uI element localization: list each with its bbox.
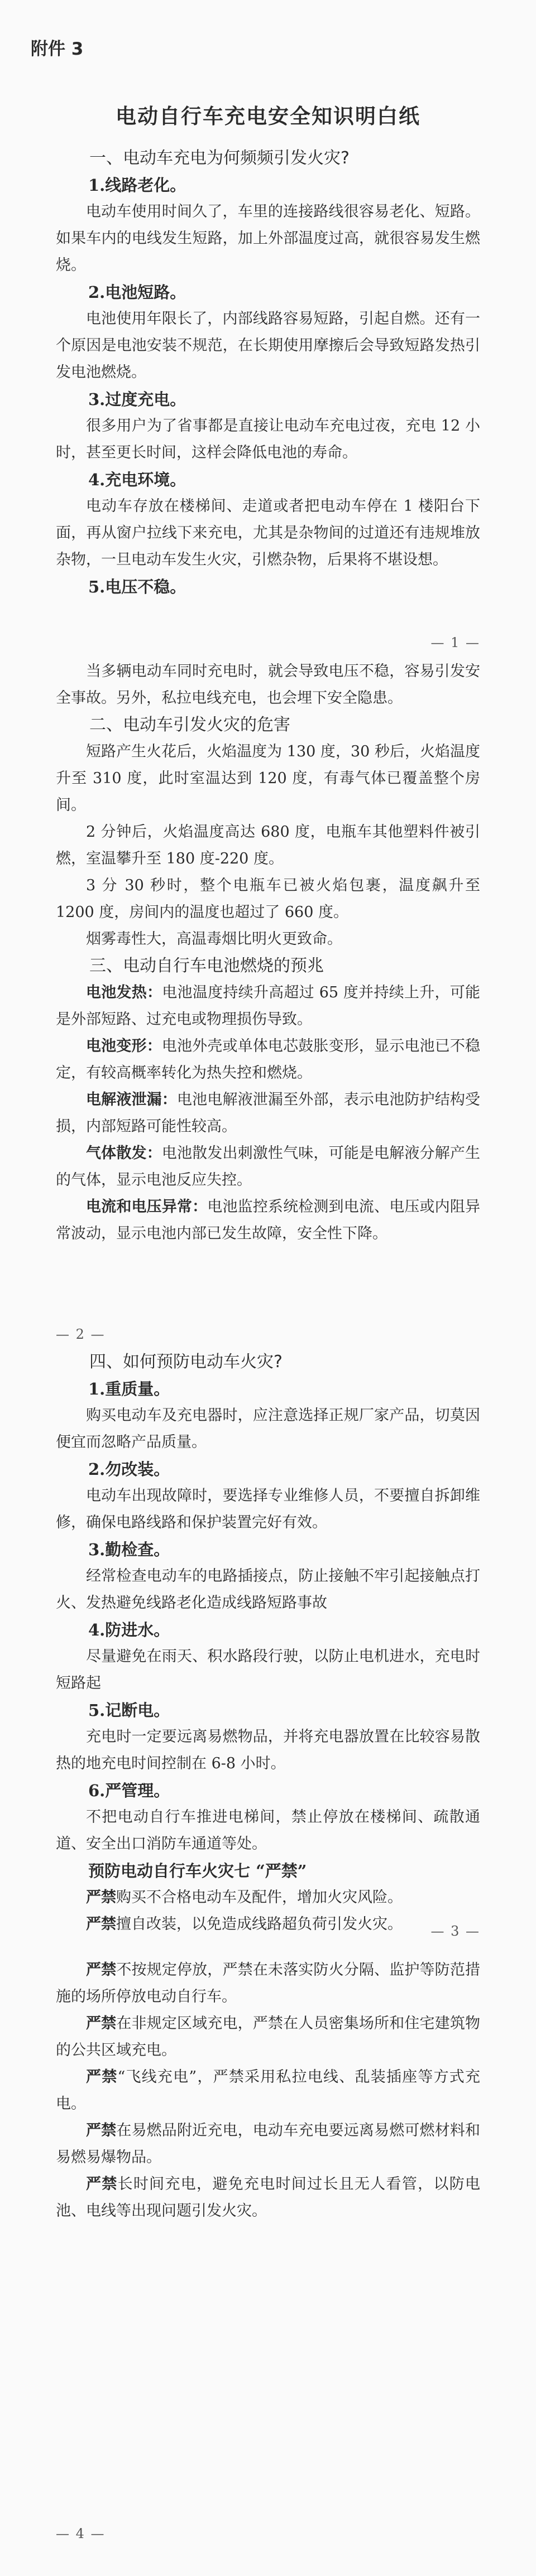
item-4-5-body: 充电时一定要远离易燃物品，并将充电器放置在比较容易散热的地充电时间控制在 6-8 小时。 [56,1728,480,1772]
page-4-content [56,1957,480,2225]
page-number-2: — 2 — [56,1326,106,1342]
prohibition-5: 严禁“飞线充电”，严禁采用私拉电线、乱装插座等方式充电。 [56,2068,481,2112]
item-1-5-title: 5.电压不稳。 [88,577,186,596]
section-1 [56,145,480,600]
item-4-4-title: 4.防进水。 [88,1620,170,1639]
section-2-para-3: 3 分 30 秒时，整个电瓶车已被火焰包裹，温度飙升至 1200 度，房间内的温度也超过了 660 度。 [56,877,480,921]
item-1-4-body: 电动车存放在楼梯间、走道或者把电动车停在 1 楼阳台下面，再从窗户拉线下来充电，尤其是杂物间的过道还有违规堆放杂物，一旦电动车发生火灾，引燃杂物，后果将不堪设想。 [56,498,480,568]
prohibition-2: 严禁擅自改装，以免造成线路超负荷引发火灾。 [86,1916,403,1933]
annex-label: 附件 3 [31,39,84,59]
item-1-2-body: 电池使用年限长了，内部线路容易短路，引起自燃。还有一个原因是电池安装不规范，在长期使用摩擦后会导致短路发热引发电池燃烧。 [56,310,480,381]
document-title: 电动自行车充电安全知识明白纸 [116,104,420,128]
sign-battery-heat: 电池发热：电池温度持续升高超过 65 度并持续上升，可能是外部短路、过充电或物理损伤导致。 [56,984,480,1028]
item-1-1-title: 1.线路老化。 [88,176,186,195]
section-4-heading: 四、如何预防电动车火灾? [89,1352,283,1372]
page-number-3: — 3 — [430,1923,480,1939]
page-number-4: — 4 — [56,2526,106,2541]
item-4-3-title: 3.勤检查。 [88,1540,170,1559]
seven-prohibitions-heading: 预防电动自行车火灾七 “严禁” [88,1861,307,1880]
item-1-5-body: 当多辆电动车同时充电时，就会导致电压不稳，容易引发安全事故。另外，私拉电线充电，也会埋下安全隐患。 [56,663,480,707]
item-4-5-title: 5.记断电。 [88,1701,170,1720]
item-4-1-body: 购买电动车及充电器时，应注意选择正规厂家产品，切莫因便宜而忽略产品质量。 [56,1407,480,1451]
section-2-para-1: 短路产生火花后，火焰温度为 130 度，30 秒后，火焰温度升至 310 度，此时室温达到 120 度，有毒气体已覆盖整个房间。 [56,743,480,814]
item-1-2-title: 2.电池短路。 [88,283,186,302]
prohibition-7: 严禁长时间充电，避免充电时间过长且无人看管，以防电池、电线等出现问题引发火灾。 [56,2175,481,2220]
page-2-content [56,658,480,1247]
prohibition-1: 严禁购买不合格电动车及配件，增加火灾风险。 [86,1889,403,1906]
item-1-3-title: 3.过度充电。 [88,390,186,409]
page-1 [0,0,536,650]
section-1-heading: 一、电动车充电为何频频引发火灾? [89,148,350,168]
sign-electrolyte-leak: 电解液泄漏：电池电解液泄漏至外部，表示电池防护结构受损，内部短路可能性较高。 [56,1091,481,1135]
section-2-heading: 二、电动车引发火灾的危害 [89,715,290,735]
section-3-heading: 三、电动自行车电池燃烧的预兆 [89,956,324,976]
item-1-3-body: 很多用户为了省事都是直接让电动车充电过夜，充电 12 小时，甚至更长时间，这样会降低电池的寿命。 [56,417,480,461]
sign-battery-deform: 电池变形：电池外壳或单体电芯鼓胀变形，显示电池已不稳定，有较高概率转化为热失控和燃烧。 [56,1038,481,1082]
page-number-1: — 1 — [430,635,480,650]
item-4-6-title: 6.严管理。 [88,1781,170,1800]
prohibition-6: 严禁在易燃品附近充电，电动车充电要远离易燃可燃材料和易燃易爆物品。 [56,2122,481,2166]
item-4-2-body: 电动车出现故障时，要选择专业维修人员，不要擅自拆卸维修，确保电路线路和保护装置完好有效。 [56,1487,480,1531]
sign-current-voltage: 电流和电压异常：电池监控系统检测到电流、电压或内阻异常波动，显示电池内部已发生故障，安全性下降。 [56,1198,481,1242]
sign-gas-emission: 气体散发：电池散发出刺激性气味，可能是电解液分解产生的气体，显示电池反应失控。 [56,1145,481,1189]
prohibition-3: 严禁不按规定停放，严禁在未落实防火分隔、监护等防范措施的场所停放电动自行车。 [56,1961,481,2005]
item-1-4-title: 4.充电环境。 [88,470,186,489]
item-4-6-body: 不把电动自行车推进电梯间，禁止停放在楼梯间、疏散通道、安全出口消防车通道等处。 [56,1808,480,1853]
prohibition-4: 严禁在非规定区域充电，严禁在人员密集场所和住宅建筑物的公共区域充电。 [56,2015,481,2059]
item-1-1-body: 电动车使用时间久了，车里的连接路线很容易老化、短路。如果车内的电线发生短路，加上外部温度过高，就很容易发生燃烧。 [56,203,480,274]
section-2-para-4: 烟雾毒性大，高温毒烟比明火更致命。 [86,930,342,948]
section-2-para-2: 2 分钟后，火焰温度高达 680 度，电瓶车其他塑料件被引燃，室温攀升至 180 度-220 度。 [56,823,480,867]
item-4-2-title: 2.勿改装。 [88,1460,170,1479]
section-4 [56,1349,480,1938]
item-4-1-title: 1.重质量。 [88,1379,170,1398]
item-4-4-body: 尽量避免在雨天、积水路段行驶，以防止电机进水，充电时短路起 [56,1648,480,1692]
item-4-3-body: 经常检查电动车的电路插接点，防止接触不牢引起接触点打火、发热避免线路老化造成线路短路事故 [56,1567,480,1612]
